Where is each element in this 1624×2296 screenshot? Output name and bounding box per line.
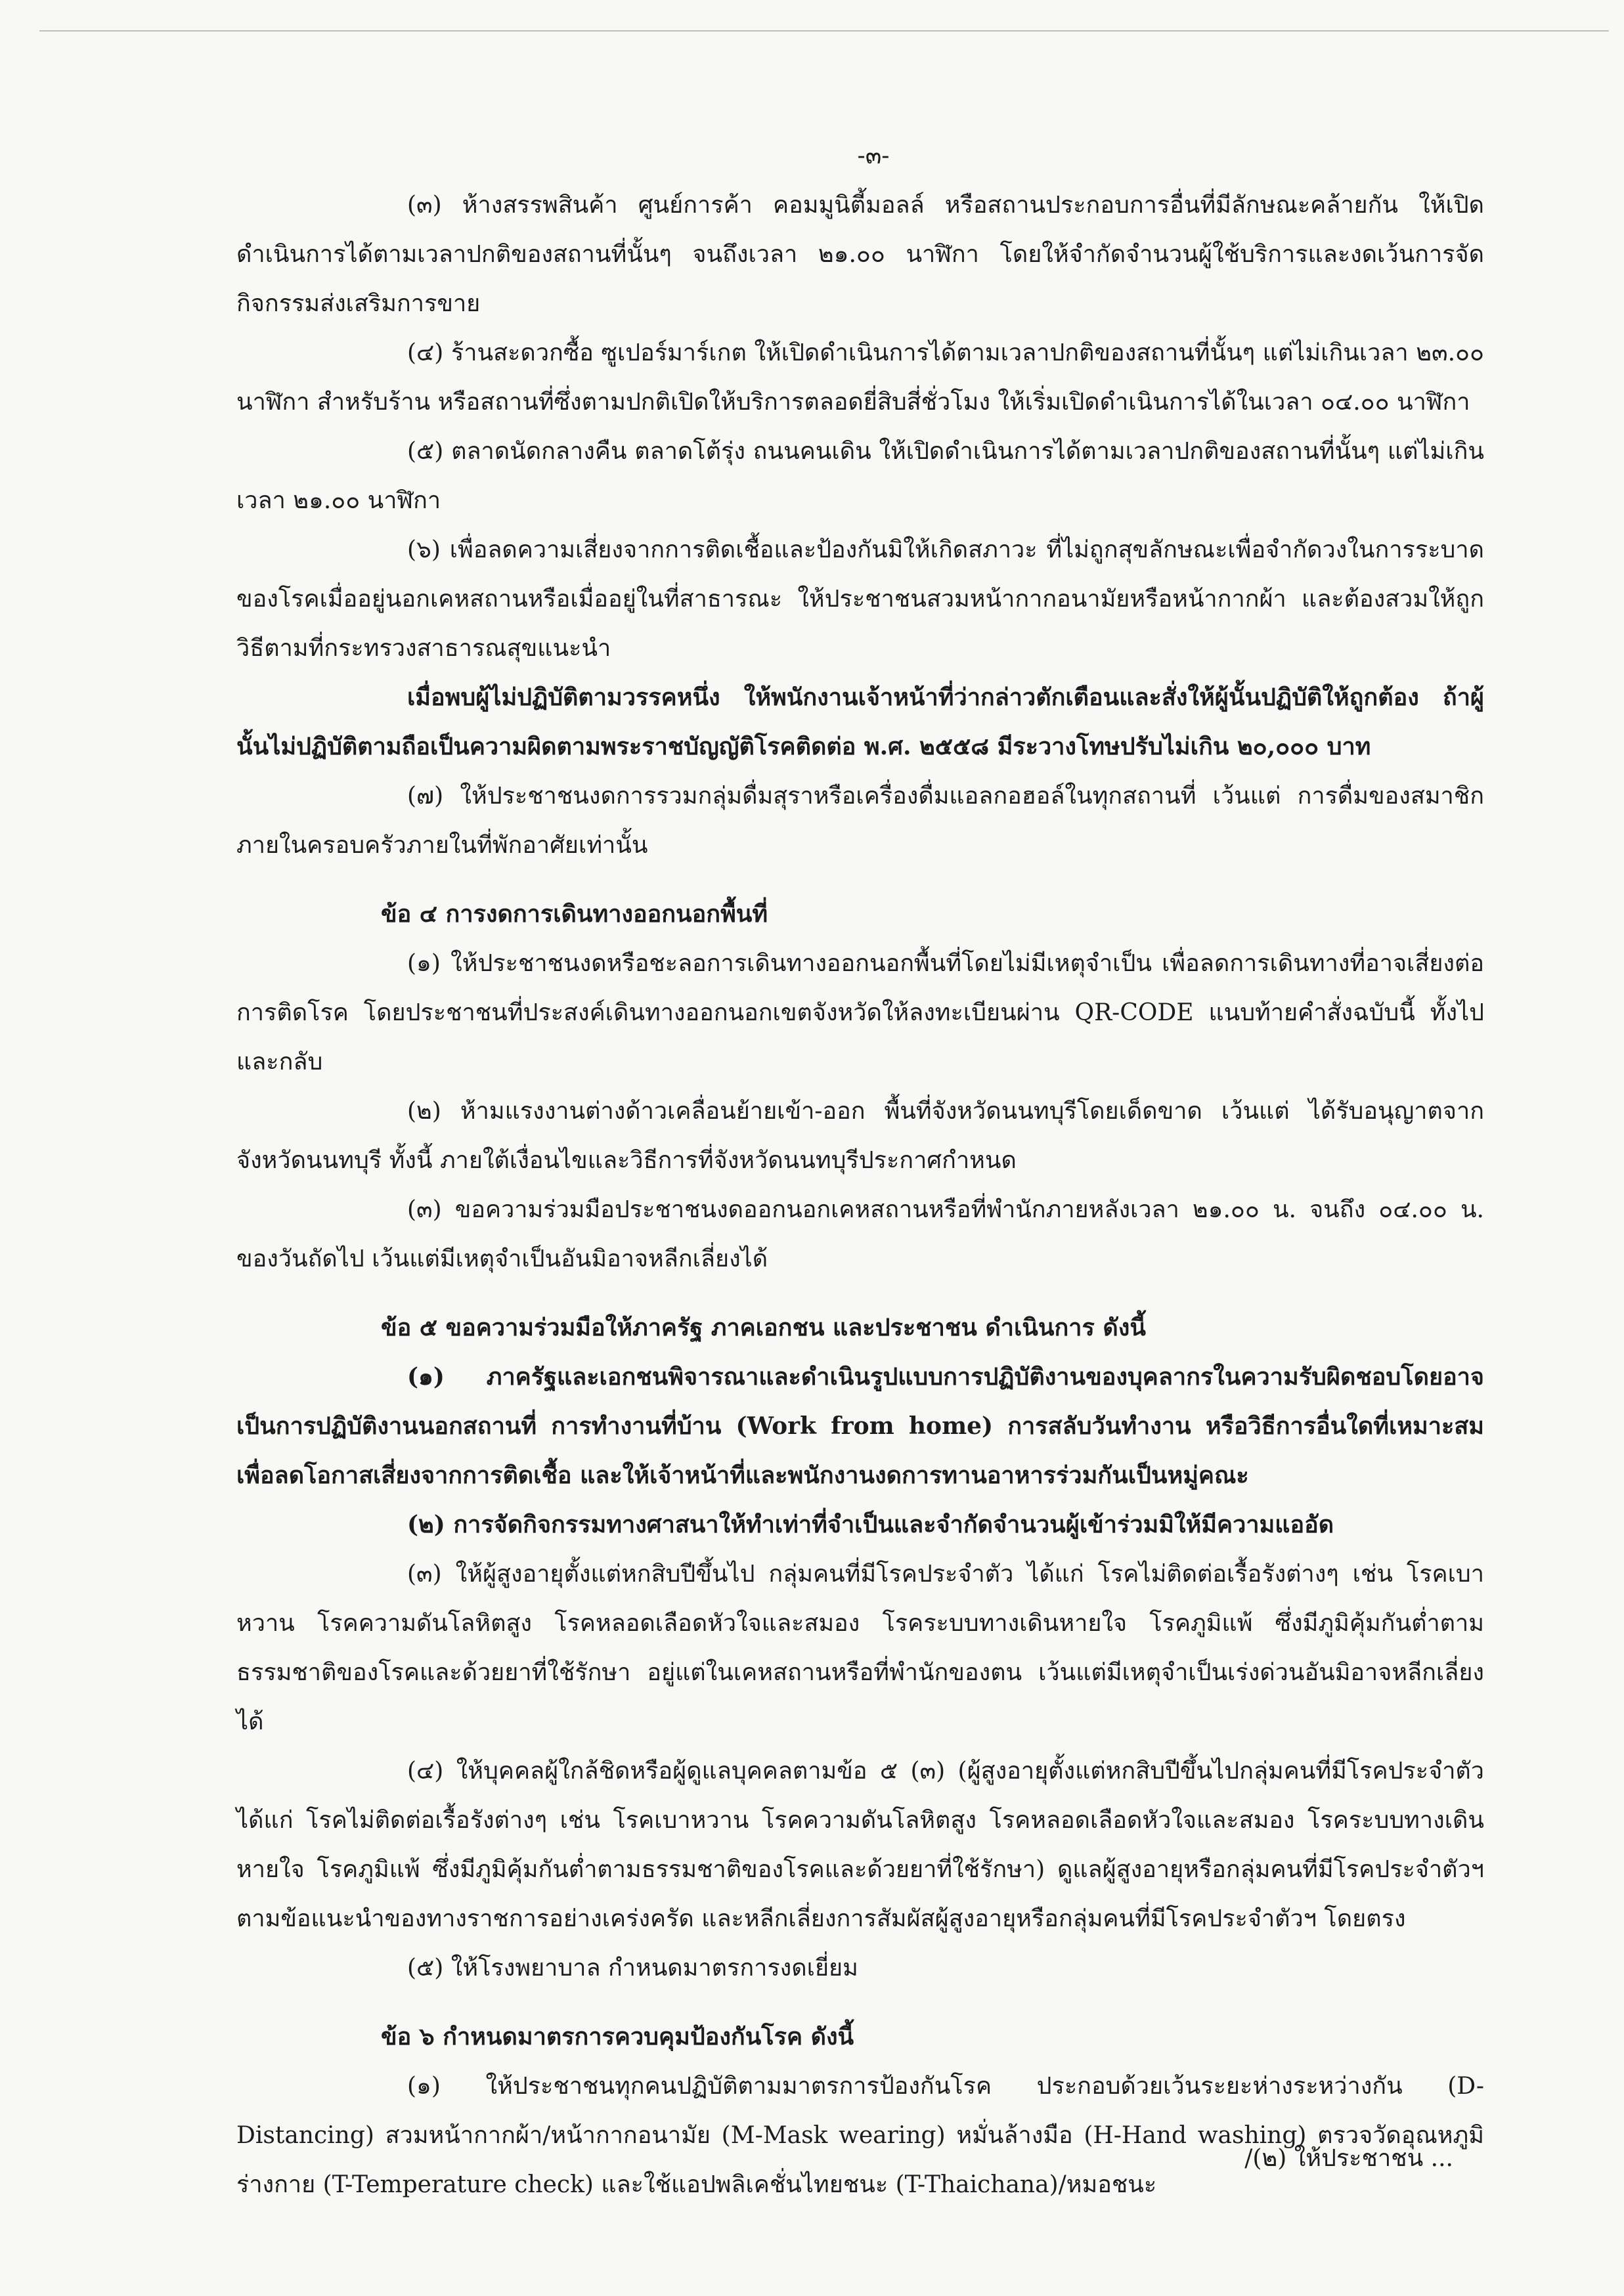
clause-6-item-1: (๑) ให้ประชาชนทุกคนปฏิบัติตามมาตรการป้องกันโรค ประกอบด้วยเว้นระยะห่างระหว่างกัน (D-Distancing) สวมหน้ากากผ้า/หน้ากากอนามัย (M-Mask wearing) หมั่นล้างมือ (H-Hand washing) ตรวจวัดอุณหภูมิร่างกาย (T-Temperature check) และใช้แอปพลิเคชั่นไทยชนะ (T-Thaichana)/หมอชนะ xyxy=(236,2073,1484,2198)
page-number: -๓- xyxy=(857,142,890,169)
clause-5-item-3: (๓) ให้ผู้สูงอายุตั้งแต่หกสิบปีขึ้นไป กลุ่มคนที่มีโรคประจำตัว ได้แก่ โรคไม่ติดต่อเรื้อรังต่างๆ เช่น โรคเบาหวาน โรคความดันโลหิตสูง โรคหลอดเลือดหัวใจและสมอง โรคระบบทางเดินหายใจ โรคภูมิแพ้ ซึ่งมีภูมิคุ้มกันต่ำตามธรรมชาติของโรคและด้วยยาที่ใช้รักษา อยู่แต่ในเคหสถานหรือที่พำนักของตน เว้นแต่มีเหตุจำเป็นเร่งด่วนอันมิอาจหลีกเลี่ยงได้ xyxy=(236,1561,1484,1735)
clause-5-item-1: (๑) ภาครัฐและเอกชนพิจารณาและดำเนินรูปแบบการปฏิบัติงานของบุคลากรในความรับผิดชอบโดยอาจเป็นการปฏิบัติงานนอกสถานที่ การทำงานที่บ้าน (Work from home) การสลับวันทำงาน หรือวิธีการอื่นใดที่เหมาะสม เพื่อลดโอกาสเสี่ยงจากการติดเชื้อ และให้เจ้าหน้าที่และพนักงานงดการทานอาหารร่วมกันเป็นหมู่คณะ xyxy=(236,1363,1484,1489)
item-3-department-stores: (๓) ห้างสรรพสินค้า ศูนย์การค้า คอมมูนิตี้มอลล์ หรือสถานประกอบการอื่นที่มีลักษณะคล้ายกัน ให้เปิดดำเนินการได้ตามเวลาปกติของสถานที่นั้นๆ จนถึงเวลา ๒๑.๐๐ นาฬิกา โดยให้จำกัดจำนวนผู้ใช้บริการและงดเว้นการจัดกิจกรรมส่งเสริมการขาย xyxy=(236,192,1484,317)
clause-4-item-2: (๒) ห้ามแรงงานต่างด้าวเคลื่อนย้ายเข้า-ออก พื้นที่จังหวัดนนทบุรีโดยเด็ดขาด เว้นแต่ ได้รับอนุญาตจากจังหวัดนนทบุรี ทั้งนี้ ภายใต้เงื่อนไขและวิธีการที่จังหวัดนนทบุรีประกาศกำหนด xyxy=(236,1098,1484,1174)
document-page xyxy=(236,131,1484,2209)
clause-6-heading: ข้อ ๖ กำหนดมาตรการควบคุมป้องกันโรค ดังนี้ xyxy=(381,2023,854,2050)
item-4-convenience-stores: (๔) ร้านสะดวกซื้อ ซูเปอร์มาร์เกต ให้เปิดดำเนินการได้ตามเวลาปกติของสถานที่นั้นๆ แต่ไม่เกินเวลา ๒๓.๐๐ นาฬิกา สำหรับร้าน หรือสถานที่ซึ่งตามปกติเปิดให้บริการตลอดยี่สิบสี่ชั่วโมง ให้เริ่มเปิดดำเนินการได้ในเวลา ๐๔.๐๐ นาฬิกา xyxy=(236,339,1484,416)
clause-4-item-1: (๑) ให้ประชาชนงดหรือชะลอการเดินทางออกนอกพื้นที่โดยไม่มีเหตุจำเป็น เพื่อลดการเดินทางที่อาจเสี่ยงต่อการติดโรค โดยประชาชนที่ประสงค์เดินทางออกนอกเขตจังหวัดให้ลงทะเบียนผ่าน QR-CODE แนบท้ายคำสั่งฉบับนี้ ทั้งไปและกลับ xyxy=(236,950,1484,1075)
clause-5-item-2: (๒) การจัดกิจกรรมทางศาสนาให้ทำเท่าที่จำเป็นและจำกัดจำนวนผู้เข้าร่วมมิให้มีความแออัด xyxy=(407,1511,1334,1538)
clause-4-heading: ข้อ ๔ การงดการเดินทางออกนอกพื้นที่ xyxy=(381,900,768,928)
clause-5-item-5: (๕) ให้โรงพยาบาล กำหนดมาตรการงดเยี่ยม xyxy=(407,1955,858,1982)
continuation-footer: /(๒) ให้ประชาชน ... xyxy=(1244,2145,1453,2172)
scan-top-edge xyxy=(39,30,1609,32)
clause-5-heading: ข้อ ๕ ขอความร่วมมือให้ภาครัฐ ภาคเอกชน และประชาชน ดำเนินการ ดังนี้ xyxy=(381,1314,1146,1341)
item-7-alcohol: (๗) ให้ประชาชนงดการรวมกลุ่มดื่มสุราหรือเครื่องดื่มแอลกอฮอล์ในทุกสถานที่ เว้นแต่ การดื่มของสมาชิกภายในครอบครัวภายในที่พักอาศัยเท่านั้น xyxy=(236,783,1484,859)
item-6-mask-wearing: (๖) เพื่อลดความเสี่ยงจากการติดเชื้อและป้องกันมิให้เกิดสภาวะ ที่ไม่ถูกสุขลักษณะเพื่อจำกัดวงในการระบาดของโรคเมื่ออยู่นอกเคหสถานหรือเมื่ออยู่ในที่สาธารณะ ให้ประชาชนสวมหน้ากากอนามัยหรือหน้ากากผ้า และต้องสวมให้ถูกวิธีตามที่กระทรวงสาธารณสุขแนะนำ xyxy=(236,536,1484,662)
item-6-penalty: เมื่อพบผู้ไม่ปฏิบัติตามวรรคหนึ่ง ให้พนักงานเจ้าหน้าที่ว่ากล่าวตักเตือนและสั่งให้ผู้นั้นปฏิบัติให้ถูกต้อง ถ้าผู้นั้นไม่ปฏิบัติตามถือเป็นความผิดตามพระราชบัญญัติโรคติดต่อ พ.ศ. ๒๕๕๘ มีระวางโทษปรับไม่เกิน ๒๐,๐๐๐ บาท xyxy=(236,683,1484,760)
clause-4-item-3: (๓) ขอความร่วมมือประชาชนงดออกนอกเคหสถานหรือที่พำนักภายหลังเวลา ๒๑.๐๐ น. จนถึง ๐๔.๐๐ น. ของวันถัดไป เว้นแต่มีเหตุจำเป็นอันมิอาจหลีกเลี่ยงได้ xyxy=(236,1196,1484,1272)
item-5-night-markets: (๕) ตลาดนัดกลางคืน ตลาดโต้รุ่ง ถนนคนเดิน ให้เปิดดำเนินการได้ตามเวลาปกติของสถานที่นั้นๆ แต่ไม่เกินเวลา ๒๑.๐๐ นาฬิกา xyxy=(236,438,1484,514)
clause-5-item-4: (๔) ให้บุคคลผู้ใกล้ชิดหรือผู้ดูแลบุคคลตามข้อ ๕ (๓) (ผู้สูงอายุตั้งแต่หกสิบปีขึ้นไปกลุ่มคนที่มีโรคประจำตัวได้แก่ โรคไม่ติดต่อเรื้อรังต่างๆ เช่น โรคเบาหวาน โรคความดันโลหิตสูง โรคหลอดเลือดหัวใจและสมอง โรคระบบทางเดินหายใจ โรคภูมิแพ้ ซึ่งมีภูมิคุ้มกันต่ำตามธรรมชาติของโรคและด้วยยาที่ใช้รักษา) ดูแลผู้สูงอายุหรือกลุ่มคนที่มีโรคประจำตัวฯ ตามข้อแนะนำของทางราชการอย่างเคร่งครัด และหลีกเลี่ยงการสัมผัสผู้สูงอายุหรือกลุ่มคนที่มีโรคประจำตัวฯ โดยตรง xyxy=(236,1758,1484,1932)
